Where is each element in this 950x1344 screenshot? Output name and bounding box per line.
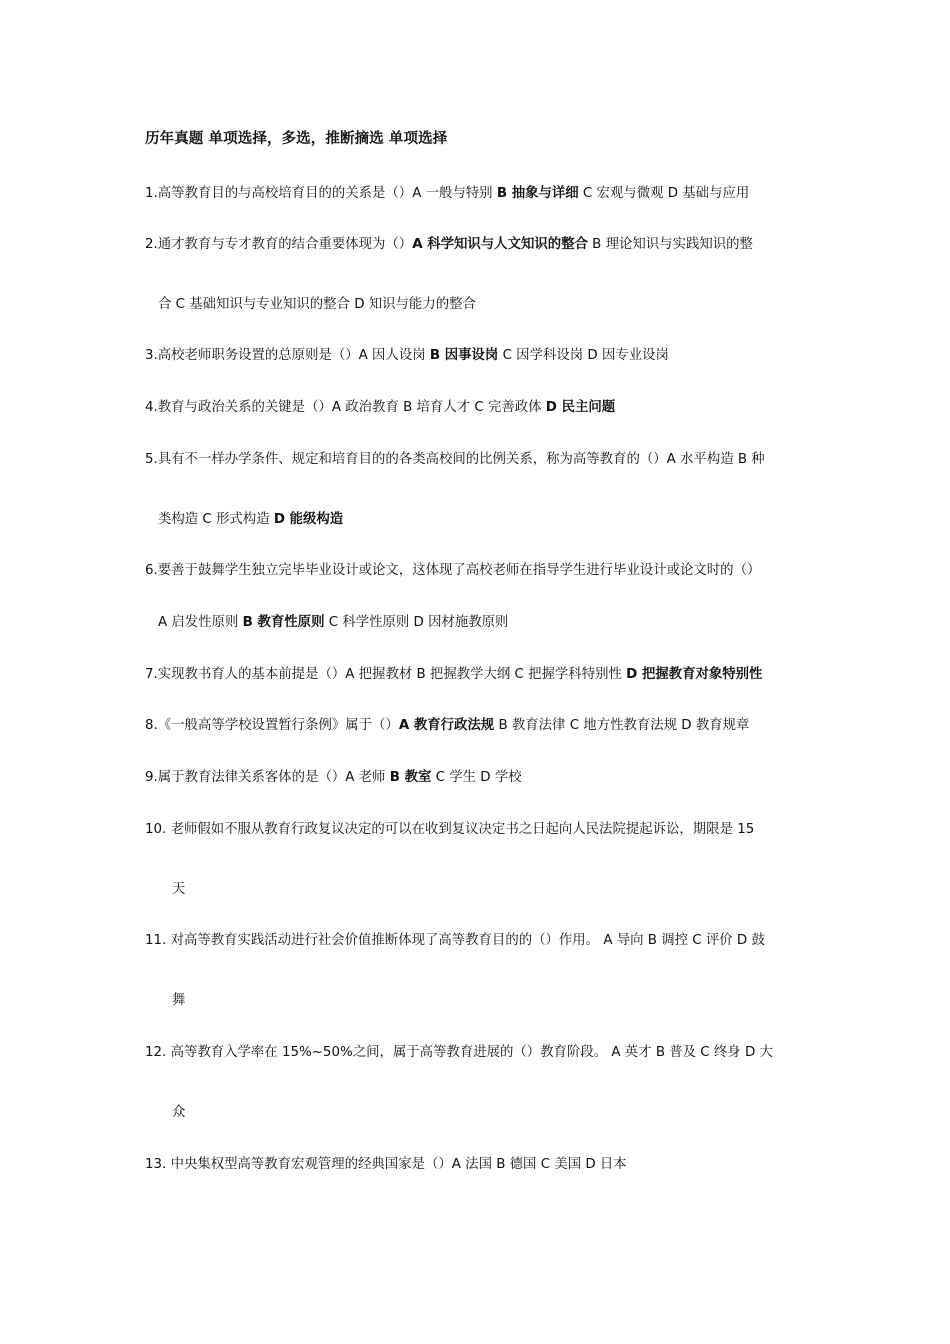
- question-6: [145, 561, 760, 581]
- question-text: 通才教育与专才教育的结合重要体现为（）: [157, 237, 413, 252]
- question-text-rest: B 教育法律 C 地方性教育法规 D 教育规章: [494, 718, 750, 733]
- question-number: 13.: [145, 1157, 167, 1172]
- question-text: 对高等教育实践活动进行社会价值推断体现了高等教育目的的（）作用。 A 导向 B 调控 C 评价 D 鼓: [170, 933, 765, 948]
- question-text: 众: [172, 1105, 186, 1120]
- question-text-rest: C 因学科设岗 D 因专业设岗: [498, 348, 669, 363]
- question-12-continuation: [172, 1103, 185, 1123]
- question-text: 实现教书育人的基本前提是（）A 把握教材 B 把握教学大纲 C 把握学科特别性: [157, 667, 627, 682]
- question-text: 高等教育入学率在 15%~50%之间，属于高等教育进展的（）教育阶段。 A 英才 B 普及 C 终身 D 大: [170, 1045, 773, 1060]
- question-number: 1.: [145, 186, 158, 201]
- page-title: 历年真题 单项选择，多选，推断摘选 单项选择: [145, 131, 448, 147]
- question-number: 6.: [145, 563, 158, 578]
- answer-highlight: B 教室: [389, 770, 432, 785]
- question-text: 高校老师职务设置的总原则是（）A 因人设岗: [157, 348, 430, 363]
- answer-highlight: D 能级构造: [273, 512, 344, 527]
- question-5: [145, 450, 765, 470]
- question-text-rest: C 学生 D 学校: [431, 770, 522, 785]
- question-7: [145, 665, 762, 685]
- question-4: [145, 398, 615, 418]
- question-number: 11.: [145, 933, 167, 948]
- question-1: [145, 184, 749, 204]
- question-8: [145, 716, 749, 736]
- question-text: 老师假如不服从教育行政复议决定的可以在收到复议决定书之日起向人民法院提起诉讼，期限是 15: [170, 822, 755, 837]
- question-text: 要善于鼓舞学生独立完毕毕业设计或论文，这体现了高校老师在指导学生进行毕业设计或论文时的（）: [157, 563, 761, 578]
- answer-highlight: B 抽象与详细: [496, 186, 579, 201]
- question-text: 高等教育目的与高校培育目的的关系是（）A 一般与特别: [157, 186, 497, 201]
- question-3: [145, 346, 669, 366]
- question-number: 9.: [145, 770, 158, 785]
- question-text: 《一般高等学校设置暂行条例》属于（）: [157, 718, 399, 733]
- question-11-continuation: [172, 991, 185, 1011]
- question-number: 3.: [145, 348, 158, 363]
- question-9: [145, 768, 522, 788]
- question-text-rest: C 科学性原则 D 因材施教原则: [324, 615, 509, 630]
- question-text: 属于教育法律关系客体的是（）A 老师: [157, 770, 390, 785]
- question-text-rest: B 理论知识与实践知识的整: [587, 237, 753, 252]
- question-6-continuation: [158, 613, 508, 633]
- question-text: 舞: [172, 993, 186, 1008]
- question-text: A 启发性原则: [158, 615, 243, 630]
- question-number: 4.: [145, 400, 158, 415]
- question-text: 合 C 基础知识与专业知识的整合 D 知识与能力的整合: [158, 297, 476, 312]
- question-text: 类构造 C 形式构造: [158, 512, 274, 527]
- question-10: [145, 820, 754, 840]
- question-number: 10.: [145, 822, 167, 837]
- answer-highlight: D 把握教育对象特别性: [626, 667, 763, 682]
- question-10-continuation: [172, 880, 185, 900]
- question-13: [145, 1155, 627, 1175]
- question-text: 中央集权型高等教育宏观管理的经典国家是（）A 法国 B 德国 C 美国 D 日本: [170, 1157, 627, 1172]
- answer-highlight: A 教育行政法规: [398, 718, 495, 733]
- answer-highlight: D 民主问题: [545, 400, 616, 415]
- question-2-continuation: [158, 295, 476, 315]
- answer-highlight: B 因事设岗: [429, 348, 499, 363]
- question-text: 教育与政治关系的关键是（）A 政治教育 B 培育人才 C 完善政体: [157, 400, 546, 415]
- question-number: 5.: [145, 452, 158, 467]
- question-text: 天: [172, 882, 186, 897]
- question-2: [145, 235, 753, 255]
- question-number: 12.: [145, 1045, 167, 1060]
- question-text: 具有不一样办学条件、规定和培育目的的各类高校间的比例关系，称为高等教育的（）A 水平构造 B 种: [157, 452, 765, 467]
- question-number: 8.: [145, 718, 158, 733]
- question-text-rest: C 宏观与微观 D 基础与应用: [578, 186, 750, 201]
- question-number: 2.: [145, 237, 158, 252]
- question-number: 7.: [145, 667, 158, 682]
- question-12: [145, 1043, 773, 1063]
- question-11: [145, 931, 765, 951]
- answer-highlight: A 科学知识与人文知识的整合: [412, 237, 588, 252]
- question-5-continuation: [158, 510, 343, 530]
- answer-highlight: B 教育性原则: [242, 615, 325, 630]
